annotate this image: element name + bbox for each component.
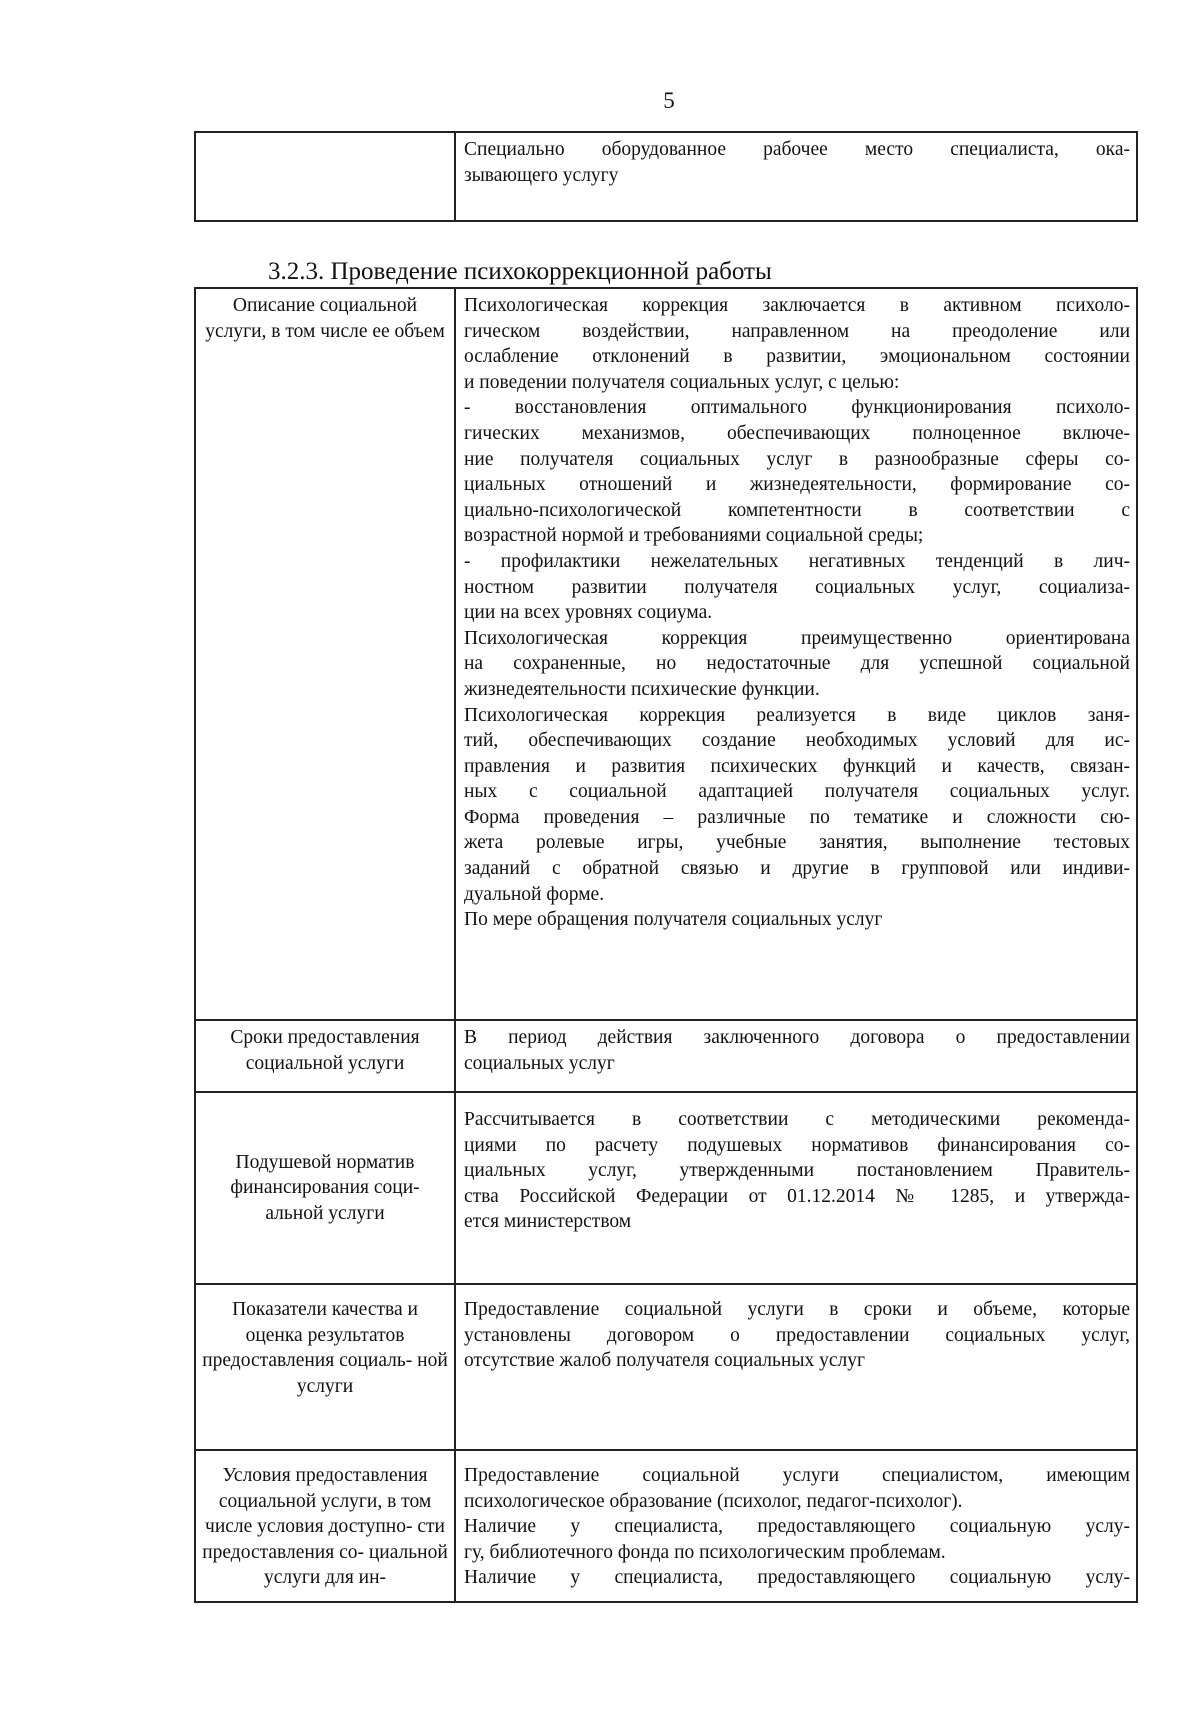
service-table bbox=[194, 287, 1138, 1603]
text-line: ослабление отклонений в развитии, эмоциональном состоянии bbox=[464, 346, 1130, 368]
text-line: Наличие у специалиста, предоставляющего социальную услу- bbox=[464, 1567, 1130, 1589]
row-value bbox=[455, 1020, 1137, 1092]
text-line: Психологическая коррекция заключается в активном психоло- bbox=[464, 295, 1130, 316]
text-line: В период действия заключенного договора о предоставлении bbox=[464, 1027, 1130, 1048]
text-line: правления и развития психических функций и качеств, связан- bbox=[464, 755, 1130, 777]
text-line: возрастной нормой и требованиями социальной среды; bbox=[464, 525, 924, 547]
text-line: гическом воздействии, направленном на преодоление или bbox=[464, 320, 1130, 342]
text-line: Психологическая коррекция реализуется в виде циклов заня- bbox=[464, 704, 1130, 726]
text-line: жета ролевые игры, учебные занятия, выполнение тестовых bbox=[464, 832, 1130, 854]
table-row bbox=[195, 1020, 1137, 1092]
row-value bbox=[455, 1450, 1137, 1602]
text-line: Специально оборудованное рабочее место специалиста, ока- bbox=[464, 139, 1130, 160]
text-line: отсутствие жалоб получателя социальных услуг bbox=[464, 1350, 865, 1372]
text-line: циальных отношений и жизнедеятельности, формирование со- bbox=[464, 474, 1130, 496]
text-line: По мере обращения получателя социальных услуг bbox=[464, 909, 883, 931]
text-line: ние получателя социальных услуг в разнообразные сферы со- bbox=[464, 448, 1130, 470]
text-line: циальных услуг, утвержденными постановлением Правитель- bbox=[464, 1160, 1130, 1182]
text-line: гических механизмов, обеспечивающих полноценное включе- bbox=[464, 422, 1130, 444]
row-label: Описание социальной услуги, в том числе ее объем bbox=[195, 288, 455, 1020]
text-line: жизнедеятельности психические функции. bbox=[464, 678, 820, 700]
text-line: заданий с обратной связью и другие в групповой или индиви- bbox=[464, 858, 1130, 880]
row-label bbox=[195, 1092, 455, 1284]
row-label: Показатели качества и оценка результатов предоставления социаль- ной услуги bbox=[195, 1284, 455, 1450]
row-label-text: Подушевой норматив финансирования соци- альной услуги bbox=[230, 1151, 420, 1224]
text-line: установлены договором о предоставлении социальных услуг, bbox=[464, 1324, 1130, 1346]
text-line: Рассчитывается в соответствии с методическими рекоменда- bbox=[464, 1109, 1130, 1130]
text-line: - восстановления оптимального функционирования психоло- bbox=[464, 397, 1130, 419]
row-value bbox=[455, 288, 1137, 1020]
text-line: ных с социальной адаптацией получателя социальных услуг. bbox=[464, 781, 1130, 803]
table-row bbox=[195, 1092, 1137, 1284]
row-label: Сроки предоставления социальной услуги bbox=[195, 1020, 455, 1092]
text-line: ции на всех уровнях социума. bbox=[464, 602, 713, 624]
table-row bbox=[195, 1450, 1137, 1602]
text-line: зывающего услугу bbox=[464, 164, 619, 186]
text-line: Предоставление социальной услуги в сроки и объеме, которые bbox=[464, 1299, 1130, 1320]
text-line: на сохраненные, но недостаточные для успешной социальной bbox=[464, 653, 1130, 675]
text-line: социальных услуг bbox=[464, 1052, 615, 1074]
page-number: 5 bbox=[663, 88, 675, 113]
table-row bbox=[195, 1284, 1137, 1450]
text-line: ства Российской Федерации от 01.12.2014 № 1285, и утвержда- bbox=[464, 1185, 1130, 1207]
row-value bbox=[455, 1092, 1137, 1284]
table-row bbox=[195, 132, 1137, 221]
text-line: дуальной форме. bbox=[464, 883, 605, 905]
text-line: циями по расчету подушевых нормативов финансирования со- bbox=[464, 1134, 1130, 1156]
row-value bbox=[455, 132, 1137, 221]
text-line: тий, обеспечивающих создание необходимых условий для ис- bbox=[464, 730, 1130, 752]
table-row bbox=[195, 288, 1137, 1020]
section-heading: 3.2.3. Проведение психокоррекционной работы bbox=[268, 258, 772, 285]
text-line: Предоставление социальной услуги специалистом, имеющим bbox=[464, 1465, 1130, 1486]
text-line: ется министерством bbox=[464, 1211, 632, 1233]
text-line: Форма проведения – различные по тематике и сложности сю- bbox=[464, 806, 1130, 828]
text-line: - профилактики нежелательных негативных тенденций в лич- bbox=[464, 550, 1130, 572]
row-label bbox=[195, 132, 455, 221]
text-line: Психологическая коррекция преимущественно ориентирована bbox=[464, 627, 1130, 649]
text-line: психологическое образование (психолог, педагог-психолог). bbox=[464, 1490, 963, 1512]
text-line: ностном развитии получателя социальных услуг, социализа- bbox=[464, 576, 1130, 598]
text-line: и поведении получателя социальных услуг, с целью: bbox=[464, 371, 900, 393]
continuation-table bbox=[194, 131, 1138, 222]
row-label: Условия предоставления социальной услуги, в том числе условия доступно- сти предоставления со- циальной услуги для ин- bbox=[195, 1450, 455, 1602]
text-line: гу, библиотечного фонда по психологическим проблемам. bbox=[464, 1541, 946, 1563]
text-line: Наличие у специалиста, предоставляющего социальную услу- bbox=[464, 1516, 1130, 1538]
text-line: циально-психологической компетентности в соответствии с bbox=[464, 499, 1130, 521]
row-value bbox=[455, 1284, 1137, 1450]
